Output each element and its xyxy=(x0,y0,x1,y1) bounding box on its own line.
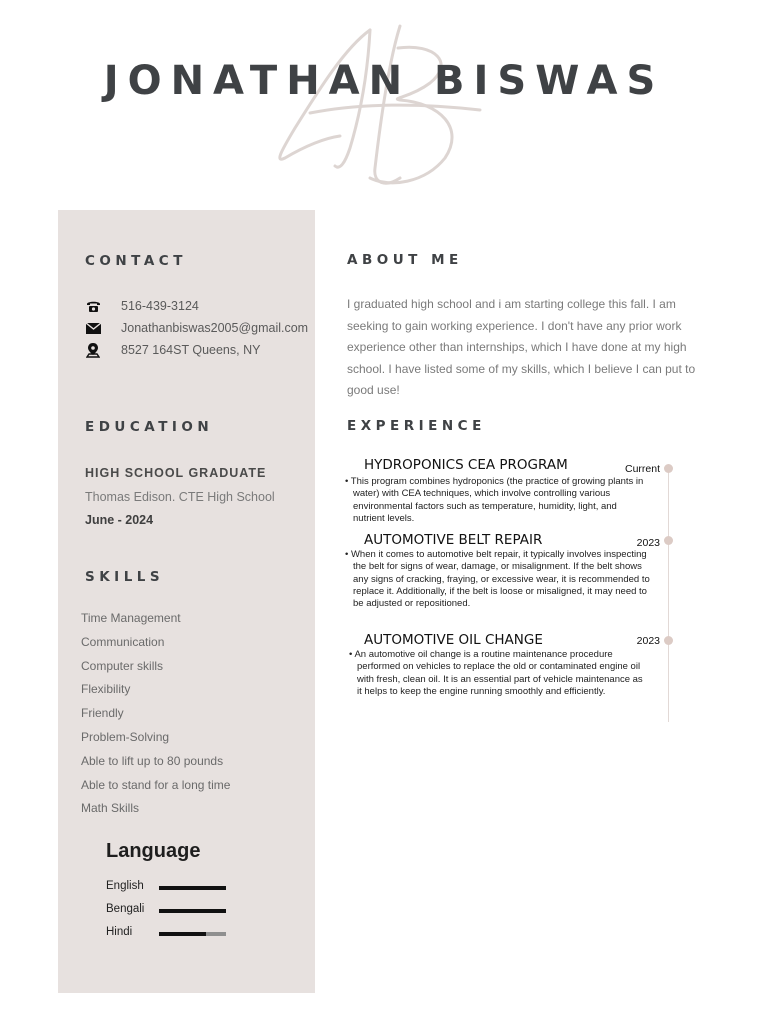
skill-item: Able to lift up to 80 pounds xyxy=(81,753,224,768)
contact-phone xyxy=(85,297,199,315)
education-heading: EDUCATION xyxy=(85,419,214,435)
language-name: English xyxy=(106,880,144,892)
timeline-dot xyxy=(664,464,673,473)
timeline-dot xyxy=(664,536,673,545)
contact-email xyxy=(85,319,308,337)
skill-item: Communication xyxy=(81,634,165,649)
job-title: AUTOMOTIVE OIL CHANGE xyxy=(364,632,543,648)
location-pin-icon xyxy=(85,342,101,358)
phone-icon xyxy=(85,298,101,314)
address-text: 8527 164ST Queens, NY xyxy=(121,343,261,357)
job-date: Current xyxy=(624,463,660,475)
envelope-icon xyxy=(85,320,101,336)
skill-item: Math Skills xyxy=(81,801,140,816)
bullet-mark: • xyxy=(349,649,353,660)
education-date: June - 2024 xyxy=(85,513,154,527)
job-date: 2023 xyxy=(636,537,660,549)
language-level-fill xyxy=(159,932,206,936)
job-description-text: When it comes to automotive belt repair, it typically involves inspecting the belt for signs of wear, damage, or misalignment. If the belt shows any signs of cracking, fraying, or excessive wear, it is recommended to replace it. Additionally, if the belt is loose or misaligned, it may need to be adjusted or repositioned. xyxy=(350,549,650,610)
education-school: Thomas Edison. CTE High School xyxy=(85,490,275,504)
language-row xyxy=(106,926,236,942)
email-text[interactable]: Jonathanbiswas2005@gmail.com xyxy=(121,321,309,335)
skill-item: Computer skills xyxy=(81,658,164,673)
skill-item: Flexibility xyxy=(81,682,131,697)
skill-item: Friendly xyxy=(81,706,124,721)
job-description-text: This program combines hydroponics (the practice of growing plants in water) with CEA techniques, which involve controlling various environmental factors such as temperature, humidity, light, and nutrient levels. xyxy=(350,476,644,524)
skills-list xyxy=(81,611,230,825)
about-heading: ABOUT ME xyxy=(347,252,463,268)
language-name: Bengali xyxy=(106,903,145,915)
bullet-mark: • xyxy=(345,476,349,487)
language-level-bar xyxy=(159,932,226,936)
monogram-logo xyxy=(250,18,510,193)
skill-item: Problem-Solving xyxy=(81,729,170,744)
language-level-fill xyxy=(159,886,226,890)
language-row xyxy=(106,880,236,896)
education-degree: HIGH SCHOOL GRADUATE xyxy=(85,466,267,480)
skill-item: Time Management xyxy=(81,611,181,625)
candidate-name: JONATHAN BISWAS xyxy=(103,58,665,104)
job-date: 2023 xyxy=(636,635,660,647)
experience-timeline xyxy=(668,468,669,722)
language-row xyxy=(106,903,236,919)
language-level-bar xyxy=(159,909,226,913)
experience-heading: EXPERIENCE xyxy=(347,418,486,434)
contact-address xyxy=(85,341,260,359)
timeline-dot xyxy=(664,636,673,645)
job-description xyxy=(345,549,657,610)
job-title: HYDROPONICS CEA PROGRAM xyxy=(364,457,568,473)
job-description xyxy=(349,649,649,698)
job-description xyxy=(345,476,649,525)
job-title: AUTOMOTIVE BELT REPAIR xyxy=(364,532,543,548)
job-description-text: An automotive oil change is a routine maintenance procedure performed on vehicles to replace the old or contaminated engine oil with fresh, clean oil. It is an essential part of vehicle maintenance as it helps to keep the engine running smoothly and efficiently. xyxy=(354,649,643,697)
language-level-bar xyxy=(159,886,226,890)
language-heading: Language xyxy=(106,840,201,862)
language-level-fill xyxy=(159,909,226,913)
phone-text[interactable]: 516-439-3124 xyxy=(121,299,199,313)
about-paragraph: I graduated high school and i am starting college this fall. I am seeking to gain working experience. I don't have any prior work experience other than internships, which I have done at my high school. I have listed some of my skills, which I believe I can put to good use! xyxy=(347,297,696,397)
contact-heading: CONTACT xyxy=(85,253,187,269)
bullet-mark: • xyxy=(345,549,349,560)
language-name: Hindi xyxy=(106,926,133,938)
skills-heading: SKILLS xyxy=(85,569,165,585)
skill-item: Able to stand for a long time xyxy=(81,777,231,792)
